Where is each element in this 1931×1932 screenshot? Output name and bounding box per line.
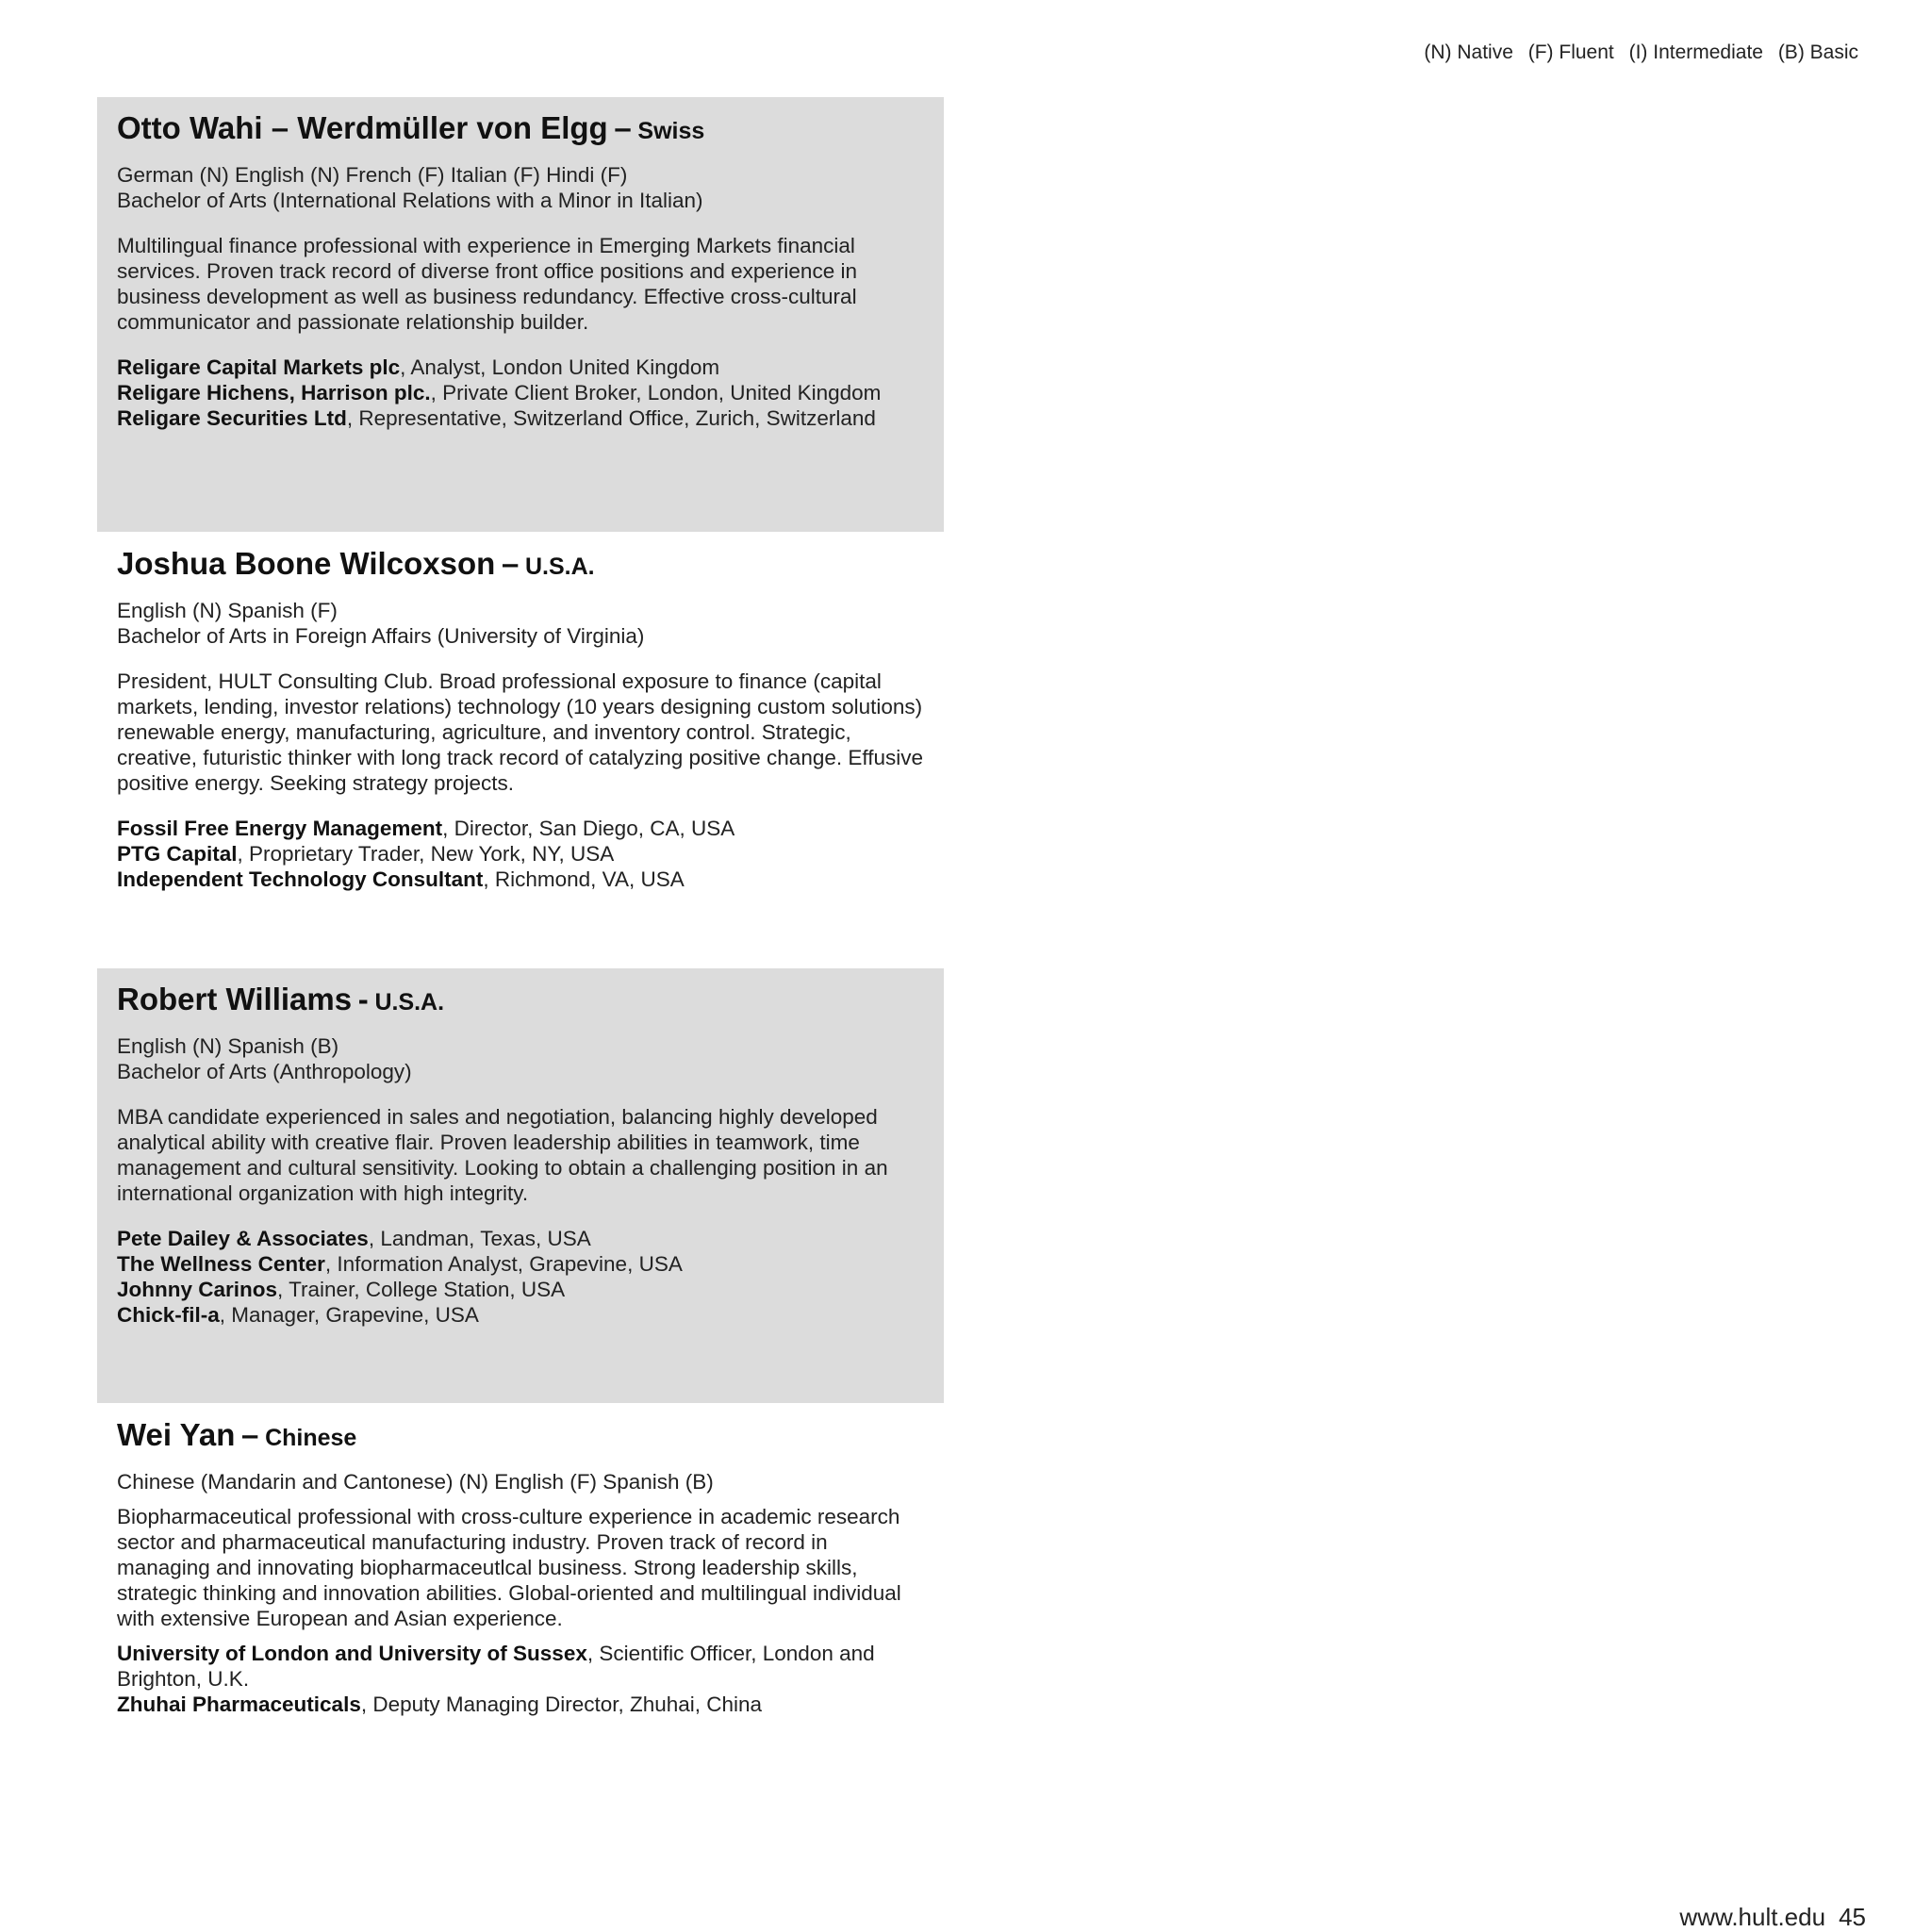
name-separator: – [501,546,520,581]
experience-details: , Director, San Diego, CA, USA [442,817,735,840]
experience-list [117,1226,924,1328]
experience-company: Fossil Free Energy Management [117,817,443,840]
experience-details: , Representative, Switzerland Office, Zurich, Switzerland [346,406,876,430]
experience-details: , Information Analyst, Grapevine, USA [324,1252,683,1276]
experience-company: PTG Capital [117,842,238,866]
experience-item [117,405,924,431]
profile-summary: Biopharmaceutical professional with cross-culture experience in academic research sector and pharmaceutical manufacturing industry. Proven track of record in managing and innovating biopharmaceutlcal business. Strong leadership skills, strategic thinking and innovation abilities. Global-oriented and multilingual individual with extensive European and Asian experience. [117,1505,901,1630]
profile-summary: MBA candidate experienced in sales and negotiation, balancing highly developed analytical ability with creative flair. Proven leadership abilities in teamwork, time management and cultural sensitivity. Looking to obtain a challenging position in an international organization with high integrity. [117,1105,888,1205]
experience-item [117,816,924,841]
profile-heading [117,544,924,587]
experience-item [117,1302,924,1328]
legend-native: (N) Native [1424,41,1513,63]
profile-nationality: Swiss [637,118,705,144]
experience-item [117,1692,924,1717]
profile-name: Otto Wahi – Werdmüller von Elgg [117,110,608,145]
profile-nationality: Chinese [265,1425,357,1451]
experience-company: Religare Hichens, Harrison plc. [117,381,431,405]
legend-intermediate: (I) Intermediate [1628,41,1763,63]
profile-joshua-boone-wilcoxson [97,533,944,967]
profile-robert-williams [97,968,944,1403]
profile-name: Robert Williams [117,982,353,1016]
experience-details: , Trainer, College Station, USA [277,1278,566,1301]
profile-wei-yan [97,1404,944,1839]
experience-list [117,816,924,892]
experience-item [117,1641,924,1692]
profile-languages: Chinese (Mandarin and Cantonese) (N) English (F) Spanish (B) [117,1470,714,1494]
profile-languages: English (N) Spanish (B) [117,1034,339,1058]
experience-details: , Analyst, London United Kingdom [400,355,720,379]
profile-nationality: U.S.A. [374,989,445,1016]
experience-company: The Wellness Center [117,1252,325,1276]
experience-details: , Scientific Officer, London and Brighton, U.K. [117,1642,875,1691]
profile-nationality: U.S.A. [524,553,595,580]
profile-heading [117,1415,924,1459]
experience-company: Religare Securities Ltd [117,406,347,430]
experience-details: , Landman, Texas, USA [368,1227,591,1250]
profile-degree: Bachelor of Arts (Anthropology) [117,1060,412,1083]
legend-fluent: (F) Fluent [1527,41,1614,63]
experience-item [117,867,924,892]
experience-company: Religare Capital Markets plc [117,355,401,379]
experience-item [117,355,924,380]
page-footer [1679,1903,1866,1932]
experience-list [117,1641,924,1717]
legend-basic: (B) Basic [1777,41,1858,63]
experience-item [117,1251,924,1277]
experience-company: Pete Dailey & Associates [117,1227,369,1250]
name-separator: - [357,982,369,1016]
experience-details: , Manager, Grapevine, USA [219,1303,479,1327]
experience-company: University of London and University of Sussex [117,1642,587,1665]
experience-company: Independent Technology Consultant [117,867,484,891]
experience-company: Johnny Carinos [117,1278,278,1301]
experience-details: , Deputy Managing Director, Zhuhai, China [360,1693,763,1716]
profile-summary: Multilingual finance professional with experience in Emerging Markets financial services. Proven track record of diverse front office positions and experience in business development as well as business redundancy. Effective cross-cultural communicator and passionate relationship builder. [117,234,857,334]
experience-details: , Proprietary Trader, New York, NY, USA [237,842,615,866]
experience-item [117,380,924,405]
profile-degree: Bachelor of Arts in Foreign Affairs (University of Virginia) [117,624,645,648]
profile-degree: Bachelor of Arts (International Relations with a Minor in Italian) [117,189,703,212]
language-level-legend [1424,41,1858,64]
profile-otto-wahi [97,97,944,532]
experience-details: , Richmond, VA, USA [483,867,685,891]
profile-languages: German (N) English (N) French (F) Italian (F) Hindi (F) [117,163,628,187]
profile-heading [117,980,924,1023]
experience-item [117,1277,924,1302]
experience-item [117,841,924,867]
experience-details: , Private Client Broker, London, United Kingdom [430,381,882,405]
profile-heading [117,108,924,152]
website-link[interactable]: www.hult.edu [1679,1903,1826,1931]
experience-item [117,1226,924,1251]
profile-name: Joshua Boone Wilcoxson [117,546,496,581]
profile-summary: President, HULT Consulting Club. Broad professional exposure to finance (capital markets, lending, investor relations) technology (10 years designing custom solutions) renewable energy, manufacturing, agriculture, and inventory control. Strategic, creative, futuristic thinker with long track record of catalyzing positive change. Effusive positive energy. Seeking strategy projects. [117,669,923,795]
profile-name: Wei Yan [117,1417,236,1452]
name-separator: – [614,110,632,145]
page-number: 45 [1839,1903,1866,1931]
experience-list [117,355,924,431]
experience-company: Zhuhai Pharmaceuticals [117,1693,361,1716]
experience-company: Chick-fil-a [117,1303,220,1327]
profile-languages: English (N) Spanish (F) [117,599,338,622]
name-separator: – [241,1417,259,1452]
